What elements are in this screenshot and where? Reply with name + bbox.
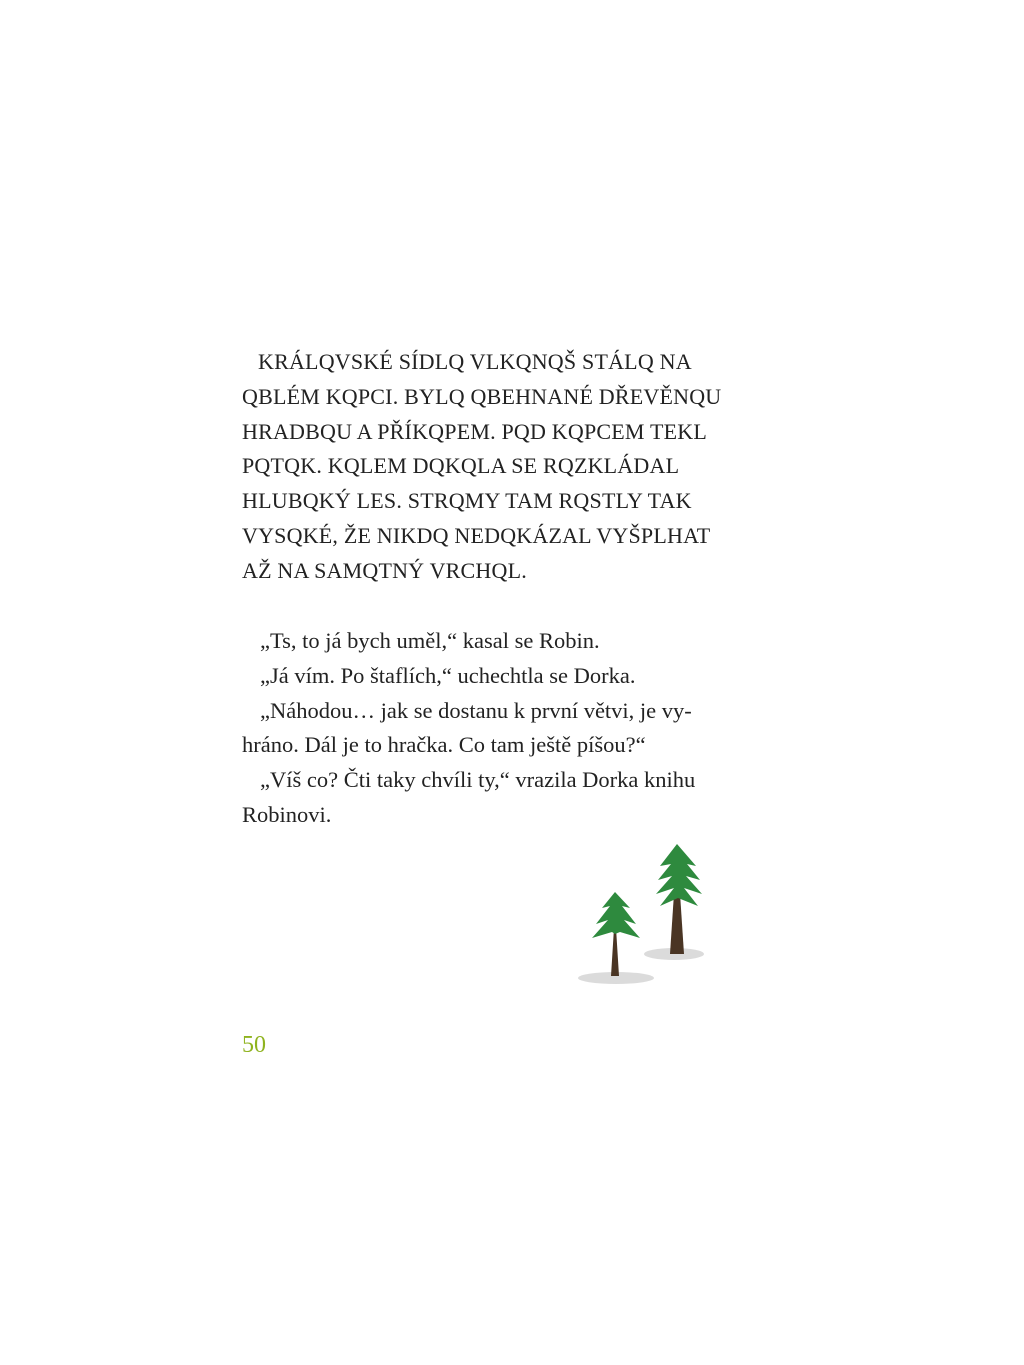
trees-illustration	[574, 842, 714, 992]
caps-line: HRADBQU A PŘÍKQPEM. PQD KQPCEM TEKL	[242, 418, 707, 444]
dialogue-line: „Víš co? Čti taky chvíli ty,“ vrazila Dorka knihu	[260, 767, 696, 793]
caps-line: VYSQKÉ, ŽE NIKDQ NEDQKÁZAL VYŠPLHAT	[242, 522, 711, 548]
dialogue-line: hráno. Dál je to hračka. Co tam ještě píšou?“	[242, 732, 646, 758]
dialogue-line: „Já vím. Po štaflích,“ uchechtla se Dorka.	[260, 662, 636, 688]
dialogue-line: „Ts, to já bych uměl,“ kasal se Robin.	[260, 628, 600, 653]
caps-line: PQTQK. KQLEM DQKQLA SE RQZKLÁDAL	[242, 453, 680, 479]
caps-line: QBLÉM KQPCI. BYLQ QBEHNANÉ DŘEVĚNQU	[242, 383, 722, 409]
caps-line: KRÁLQVSKÉ SÍDLQ VLKQNQŠ STÁLQ NA	[258, 349, 692, 374]
dialogue-line: „Náhodou… jak se dostanu k první větvi, je vy-	[260, 697, 692, 723]
dialogue-paragraphs	[242, 624, 742, 833]
caps-line: AŽ NA SAMQTNÝ VRCHQL.	[242, 557, 527, 583]
caps-paragraph	[242, 345, 742, 589]
caps-line: HLUBQKÝ LES. STRQMY TAM RQSTLY TAK	[242, 488, 692, 514]
dialogue-line: Robinovi.	[242, 801, 332, 827]
page-number: 50	[242, 1032, 266, 1058]
